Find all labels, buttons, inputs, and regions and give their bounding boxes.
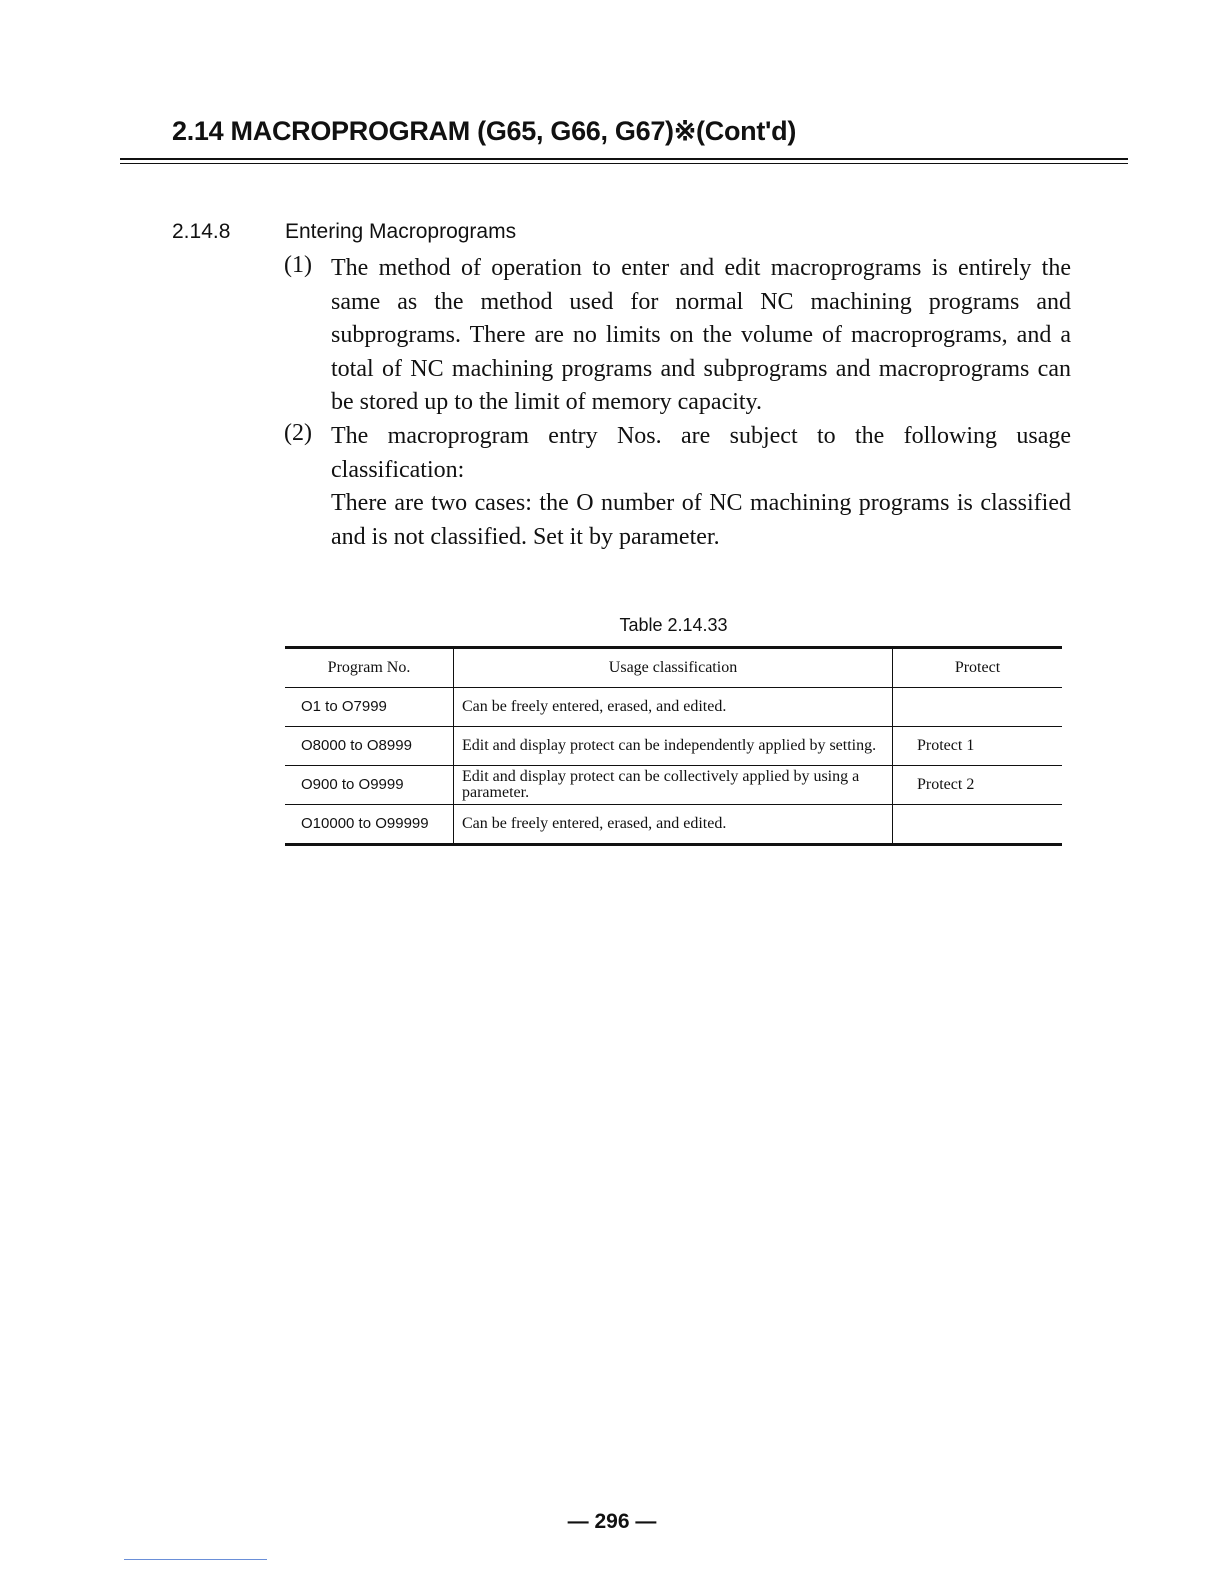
cell-usage: Can be freely entered, erased, and edited. (454, 805, 893, 845)
header-rule-thick (120, 158, 1128, 160)
item-2-paragraph-1: The macroprogram entry Nos. are subject to the following usage classification: (331, 423, 1071, 483)
item-1-paragraph: The method of operation to enter and edit macroprograms is entirely the same as the method used for normal NC machining programs and subprograms. There are no limits on the volume of macroprograms, and a total of NC machining programs and subprograms and macroprograms can be stored up to the limit of memory capacity. (331, 255, 1071, 415)
cell-protect (893, 688, 1063, 727)
cell-protect (893, 805, 1063, 845)
section-number: 2.14.8 (172, 220, 231, 243)
page-number: — 296 — (567, 1510, 657, 1533)
cell-protect: Protect 2 (893, 766, 1063, 805)
table-header-row (285, 648, 1062, 688)
cell-program-no: O8000 to O8999 (285, 727, 454, 766)
cell-program-no: O1 to O7999 (285, 688, 454, 727)
item-2-paragraph-2: There are two cases: the O number of NC machining programs is classified and is not classified. Set it by parameter. (331, 490, 1071, 550)
scan-edge-line (124, 1559, 267, 1560)
table-row (285, 766, 1062, 805)
table-row (285, 805, 1062, 845)
cell-usage: Edit and display protect can be independently applied by setting. (454, 727, 893, 766)
item-2-label: (2) (284, 420, 312, 446)
header-usage-classification: Usage classification (454, 648, 893, 688)
item-1-label: (1) (284, 252, 312, 278)
header-rule-thin (120, 163, 1128, 164)
table-row (285, 688, 1062, 727)
usage-classification-table (285, 646, 1062, 846)
header-program-no: Program No. (285, 648, 454, 688)
section-title: Entering Macroprograms (285, 220, 517, 243)
cell-usage: Edit and display protect can be collectively applied by using a parameter. (454, 766, 893, 805)
table-caption: Table 2.14.33 (619, 615, 728, 635)
page-header-title: 2.14 MACROPROGRAM (G65, G66, G67)※(Cont'd) (172, 116, 797, 146)
table-row (285, 727, 1062, 766)
cell-usage: Can be freely entered, erased, and edited. (454, 688, 893, 727)
cell-protect: Protect 1 (893, 727, 1063, 766)
header-protect: Protect (893, 648, 1063, 688)
cell-program-no: O10000 to O99999 (285, 805, 454, 845)
cell-program-no: O900 to O9999 (285, 766, 454, 805)
